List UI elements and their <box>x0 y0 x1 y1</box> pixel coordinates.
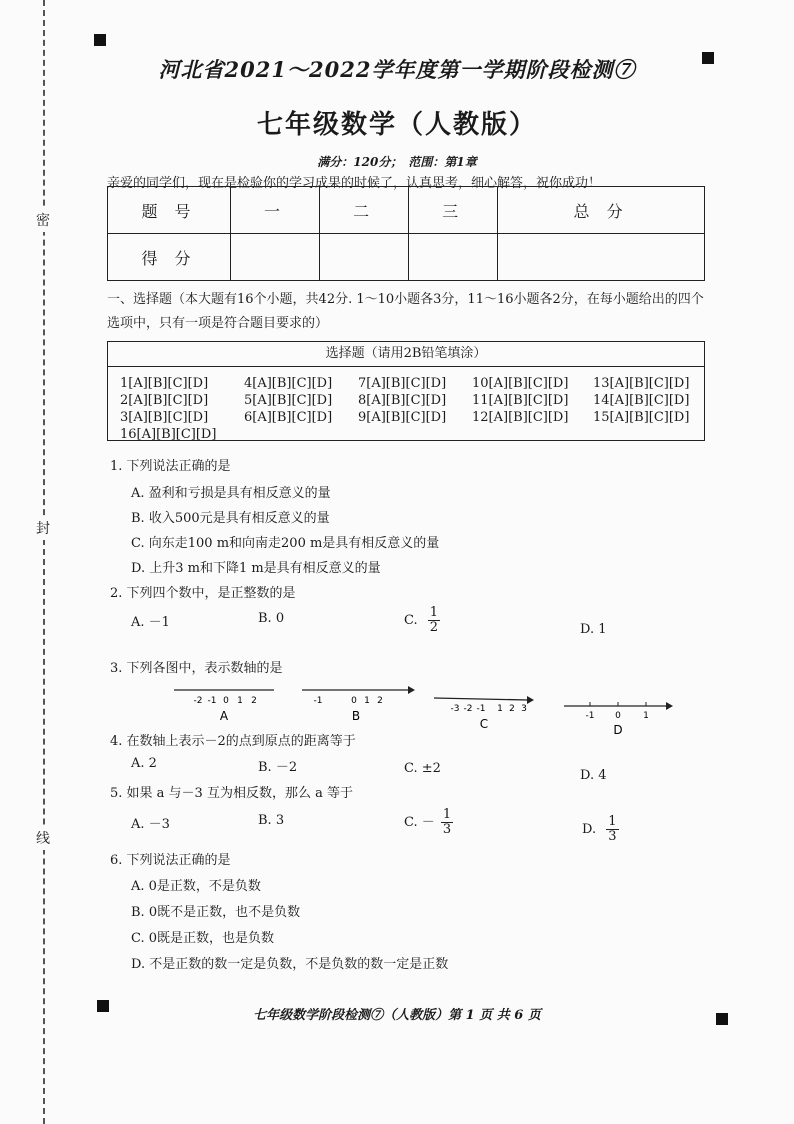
q6-stem: 6. 下列说法正确的是 <box>110 853 231 868</box>
q2-option-c <box>404 606 440 635</box>
q5-option-d-label: D. <box>582 822 597 837</box>
q5-option-c <box>404 808 453 837</box>
axis-a-tick: 2 <box>251 696 257 706</box>
fraction-numerator: 1 <box>442 807 452 822</box>
answer-row[interactable]: 10[A][B][C][D] <box>472 376 569 391</box>
answer-row[interactable]: 12[A][B][C][D] <box>472 410 569 425</box>
q1-option-d: D. 上升3 m和下降1 m是具有相反意义的量 <box>131 561 381 576</box>
axis-c-tick: 3 <box>521 704 527 714</box>
axis-c-tick: -2 <box>463 704 473 714</box>
side-label-feng: 封 <box>36 516 50 540</box>
q1-option-b: B. 收入500元是具有相反意义的量 <box>131 511 330 526</box>
answer-row[interactable]: 14[A][B][C][D] <box>593 393 690 408</box>
q4-option-b: B. －2 <box>258 760 298 775</box>
q5-option-c-label: C. － <box>404 815 435 830</box>
axis-c-line <box>434 698 528 700</box>
q4-option-d: D. 4 <box>580 768 607 783</box>
answer-row[interactable]: 4[A][B][C][D] <box>244 376 333 391</box>
q5-option-a: A. －3 <box>131 817 170 832</box>
score-cell-part3[interactable] <box>409 234 498 281</box>
answer-column-4 <box>472 375 568 426</box>
fraction-numerator: 1 <box>608 814 617 829</box>
q4-stem: 4. 在数轴上表示－2的点到原点的距离等于 <box>110 734 356 749</box>
score-table-header-row <box>108 187 705 234</box>
q5-option-c-fraction <box>441 808 453 837</box>
greeting-text: 亲爱的同学们，现在是检验你的学习成果的时候了，认真思考，细心解答，祝你成功！ <box>107 176 602 191</box>
q2-option-b: B. 0 <box>258 611 285 626</box>
answer-row[interactable]: 13[A][B][C][D] <box>593 376 690 391</box>
q6-option-a: A. 0是正数，不是负数 <box>131 879 261 894</box>
fraction-denominator: 3 <box>442 822 452 837</box>
q1-stem: 1. 下列说法正确的是 <box>110 459 231 474</box>
q2-option-d: D. 1 <box>580 622 607 637</box>
section1-heading: 一、选择题（本大题有16个小题，共42分. 1～10小题各3分，11～16小题各2分，在每小题给出的四个选项中，只有一项是符合题目要求的） <box>107 292 704 331</box>
axis-c <box>434 696 534 731</box>
answer-row[interactable]: 7[A][B][C][D] <box>358 376 447 391</box>
axis-b-tick: 2 <box>377 696 383 706</box>
exam-meta: 满分：120分； 范围：第1章 <box>317 155 477 169</box>
score-header-total: 总 分 <box>498 187 705 234</box>
answer-row[interactable]: 15[A][B][C][D] <box>593 410 690 425</box>
q4-option-c: C. ±2 <box>404 761 441 776</box>
axis-d <box>564 702 673 737</box>
axis-c-label: C <box>479 717 489 731</box>
page-footer: 七年级数学阶段检测⑦（人教版）第 1 页 共 6 页 <box>253 1008 541 1023</box>
score-header-part2: 二 <box>320 187 409 234</box>
q6-option-d: D. 不是正数的数一定是负数，不是负数的数一定是正数 <box>131 957 449 972</box>
q3-stem: 3. 下列各图中，表示数轴的是 <box>110 661 283 676</box>
axis-c-tick: -1 <box>476 704 486 714</box>
score-table-score-row <box>108 234 705 281</box>
corner-marker-top-left <box>94 34 106 46</box>
answer-row[interactable]: 16[A][B][C][D] <box>120 427 217 442</box>
q5-option-b: B. 3 <box>258 813 285 828</box>
axis-b-label: B <box>351 709 361 723</box>
q5-stem: 5. 如果 a 与－3 互为相反数，那么 a 等于 <box>110 786 353 801</box>
answer-row[interactable]: 6[A][B][C][D] <box>244 410 333 425</box>
side-label-xian: 线 <box>36 826 50 850</box>
axis-c-arrow-icon <box>527 696 534 704</box>
score-row-label: 得 分 <box>108 234 231 281</box>
answer-row[interactable]: 9[A][B][C][D] <box>358 410 447 425</box>
exam-title-line1: 河北省2021～2022学年度第一学期阶段检测⑦ <box>158 57 636 82</box>
axis-b-tick: -1 <box>313 696 323 706</box>
axis-a <box>174 690 274 723</box>
axis-d-label: D <box>613 723 623 737</box>
score-header-part3: 三 <box>409 187 498 234</box>
q2-option-c-fraction <box>428 606 440 635</box>
answer-row[interactable]: 8[A][B][C][D] <box>358 393 447 408</box>
axis-d-tick: 1 <box>643 711 649 721</box>
answer-column-1 <box>120 375 216 443</box>
axis-d-tick: 0 <box>615 711 621 721</box>
axis-b <box>302 686 415 723</box>
axis-c-tick: -3 <box>450 704 460 714</box>
q2-stem: 2. 下列四个数中，是正整数的是 <box>110 586 296 601</box>
q1-option-c: C. 向东走100 m和向南走200 m是具有相反意义的量 <box>131 536 440 551</box>
q6-option-c: C. 0既是正数，也是负数 <box>131 931 275 946</box>
answer-column-3 <box>358 375 446 426</box>
score-cell-total[interactable] <box>498 234 705 281</box>
q5-option-d <box>582 815 619 844</box>
axis-a-tick: 0 <box>223 696 229 706</box>
q5-option-d-fraction <box>606 815 618 844</box>
axis-b-tick: 1 <box>364 696 370 706</box>
answer-row[interactable]: 3[A][B][C][D] <box>120 410 209 425</box>
q6-option-b: B. 0既不是正数，也不是负数 <box>131 905 301 920</box>
axis-c-tick: 1 <box>497 704 503 714</box>
axis-a-tick: -1 <box>207 696 217 706</box>
q1-option-a: A. 盈利和亏损是具有相反意义的量 <box>131 486 331 501</box>
axis-a-tick: -2 <box>193 696 203 706</box>
q4-option-a: A. 2 <box>131 756 157 771</box>
fraction-denominator: 3 <box>608 829 617 844</box>
answer-sheet-box <box>107 341 705 441</box>
side-label-mi: 密 <box>36 208 50 232</box>
answer-column-2 <box>244 375 332 426</box>
score-header-label: 题 号 <box>108 187 231 234</box>
axis-c-tick: 2 <box>509 704 515 714</box>
axis-b-tick: 0 <box>351 696 357 706</box>
answer-column-5 <box>593 375 689 426</box>
exam-title-line2: 七年级数学（人教版） <box>256 110 537 140</box>
score-cell-part2[interactable] <box>320 234 409 281</box>
answer-row[interactable]: 1[A][B][C][D] <box>120 376 209 391</box>
answer-row[interactable]: 5[A][B][C][D] <box>244 393 333 408</box>
answer-row[interactable]: 11[A][B][C][D] <box>472 393 569 408</box>
q2-option-c-label: C. <box>404 613 418 628</box>
score-table <box>107 186 705 281</box>
q2-option-a: A. －1 <box>131 615 170 630</box>
axis-b-arrow-icon <box>408 686 415 694</box>
axis-a-label: A <box>219 709 229 723</box>
score-cell-part1[interactable] <box>231 234 320 281</box>
axis-d-arrow-icon <box>666 702 673 710</box>
answer-row[interactable]: 2[A][B][C][D] <box>120 393 209 408</box>
fraction-denominator: 2 <box>429 620 439 635</box>
axis-a-tick: 1 <box>237 696 243 706</box>
fraction-numerator: 1 <box>429 605 439 620</box>
axis-d-tick: -1 <box>585 711 595 721</box>
answer-sheet-title: 选择题（请用2B铅笔填涂） <box>108 342 704 367</box>
score-header-part1: 一 <box>231 187 320 234</box>
